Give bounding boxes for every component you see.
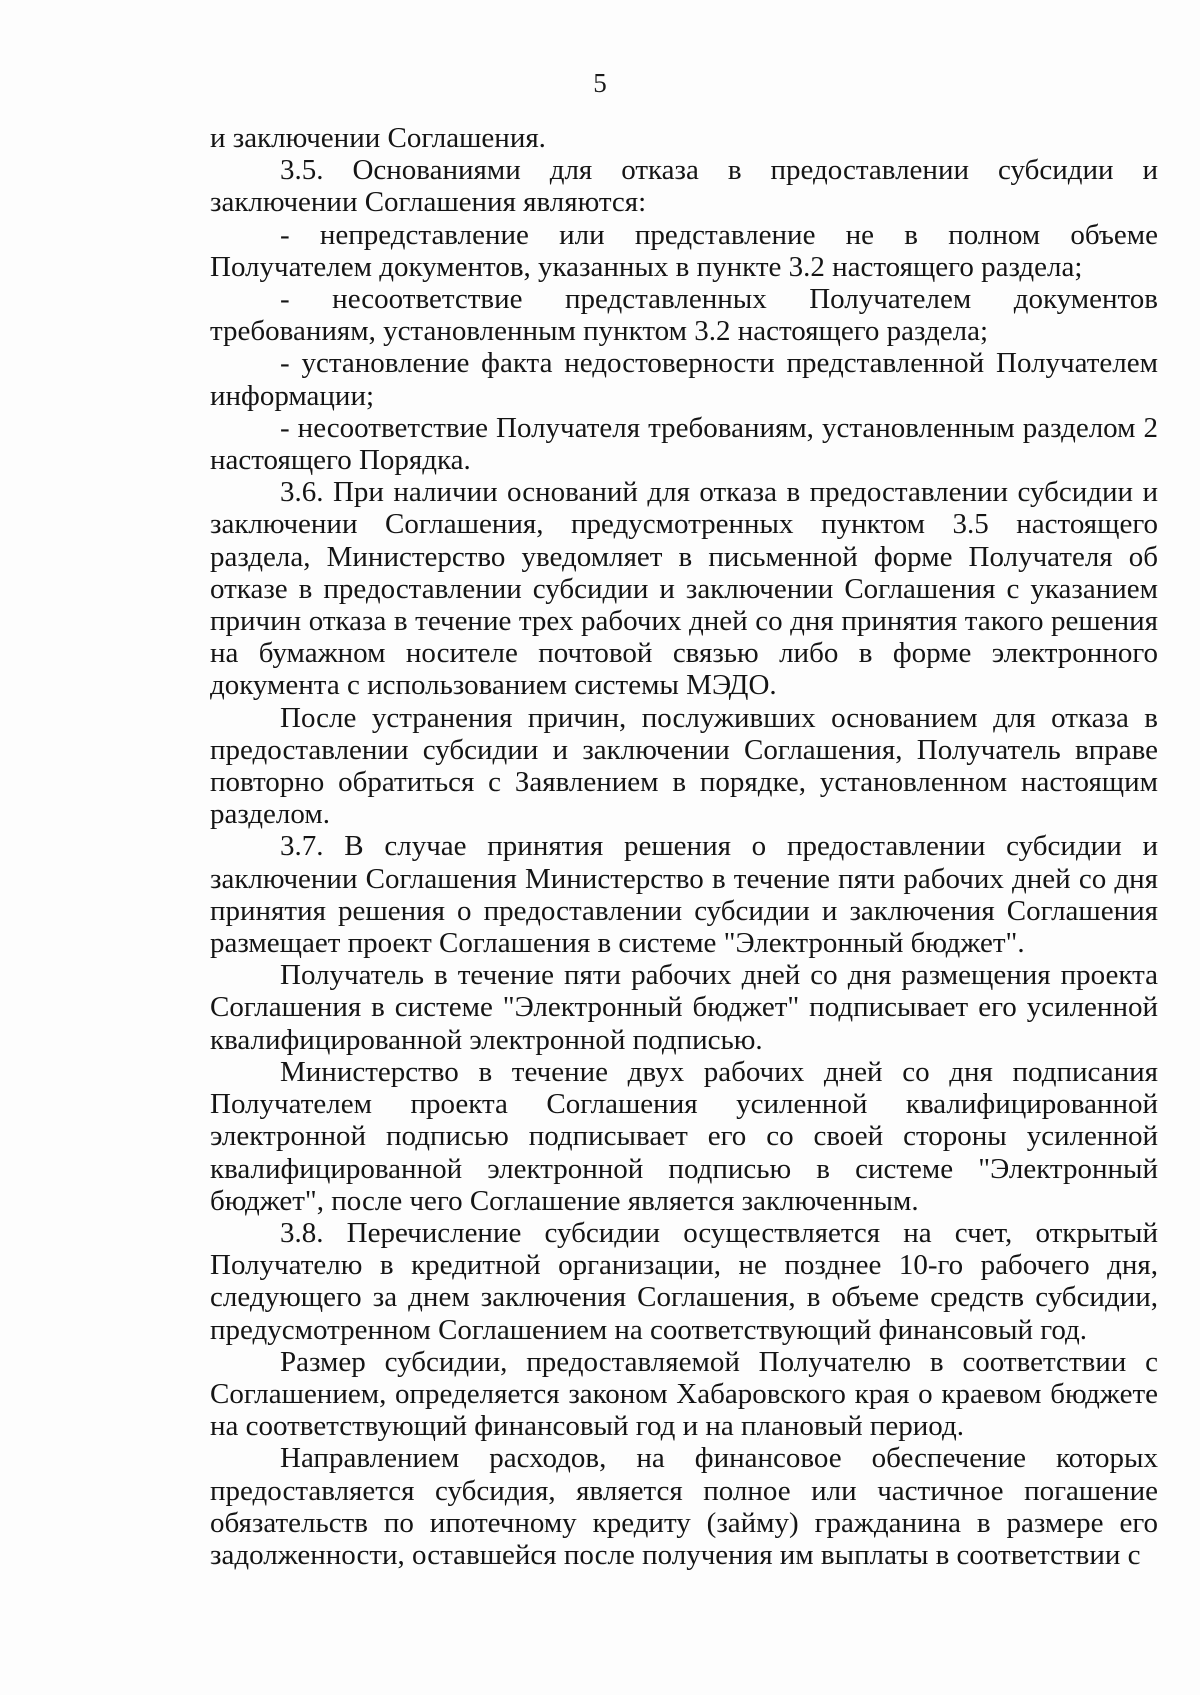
paragraph: - несоответствие Получателя требованиям, установленным разделом 2 настоящего Порядка. (210, 411, 1158, 477)
paragraph: После устранения причин, послуживших основанием для отказа в предоставлении субсидии и заключении Соглашения, Получатель вправе повторно обратиться с Заявлением в порядке, установленном настоящим разделом. (210, 701, 1158, 831)
paragraph: - установление факта недостоверности представленной Получателем информации; (210, 347, 1158, 412)
paragraph: Размер субсидии, предоставляемой Получателю в соответствии с Соглашением, определяется законом Хабаровского края о краевом бюджете на соответствующий финансовый год и на плановый период. (210, 1345, 1158, 1443)
page-number: 5 (593, 68, 607, 98)
paragraph: 3.7. В случае принятия решения о предоставлении субсидии и заключении Соглашения Министерство в течение пяти рабочих дней со дня принятия решения о предоставлении субсидии и заключения Соглашения размещает проект Соглашения в системе "Электронный бюджет". (210, 830, 1158, 960)
paragraph: и заключении Соглашения. (210, 122, 546, 154)
paragraph: 3.8. Перечисление субсидии осуществляется на счет, открытый Получателю в кредитной организации, не позднее 10-го рабочего дня, следующего за днем заключения Соглашения, в объеме средств субсидии, предусмотренном Соглашением на соответствующий финансовый год. (210, 1216, 1158, 1346)
document-body (210, 122, 1158, 1571)
paragraph: 3.6. При наличии оснований для отказа в предоставлении субсидии и заключении Соглашения, предусмотренных пунктом 3.5 настоящего раздела, Министерство уведомляет в письменной форме Получателя об отказе в предоставлении субсидии и заключении Соглашения с указанием причин отказа в течение трех рабочих дней со дня принятия такого решения на бумажном носителе почтовой связью либо в форме электронного документа с использованием системы МЭДО. (210, 476, 1158, 702)
paragraph: Направлением расходов, на финансовое обеспечение которых предоставляется субсидия, является полное или частичное погашение обязательств по ипотечному кредиту (займу) гражданина в размере его задолженности, оставшейся после получения им выплаты в соответствии с (210, 1442, 1158, 1571)
paragraph: Министерство в течение двух рабочих дней со дня подписания Получателем проекта Соглашения усиленной квалифицированной электронной подписью подписывает его со своей стороны усиленной квалифицированной электронной подписью в системе "Электронный бюджет", после чего Соглашение является заключенным. (210, 1055, 1158, 1217)
paragraph: Получатель в течение пяти рабочих дней со дня размещения проекта Соглашения в системе "Электронный бюджет" подписывает его усиленной квалифицированной электронной подписью. (210, 959, 1158, 1056)
paragraph: - непредставление или представление не в полном объеме Получателем документов, указанных в пункте 3.2 настоящего раздела; (210, 218, 1158, 283)
paragraph: 3.5. Основаниями для отказа в предоставлении субсидии и заключении Соглашения являются: (210, 154, 1158, 219)
paragraph: - несоответствие представленных Получателем документов требованиям, установленным пунктом 3.2 настоящего раздела; (210, 283, 1158, 348)
